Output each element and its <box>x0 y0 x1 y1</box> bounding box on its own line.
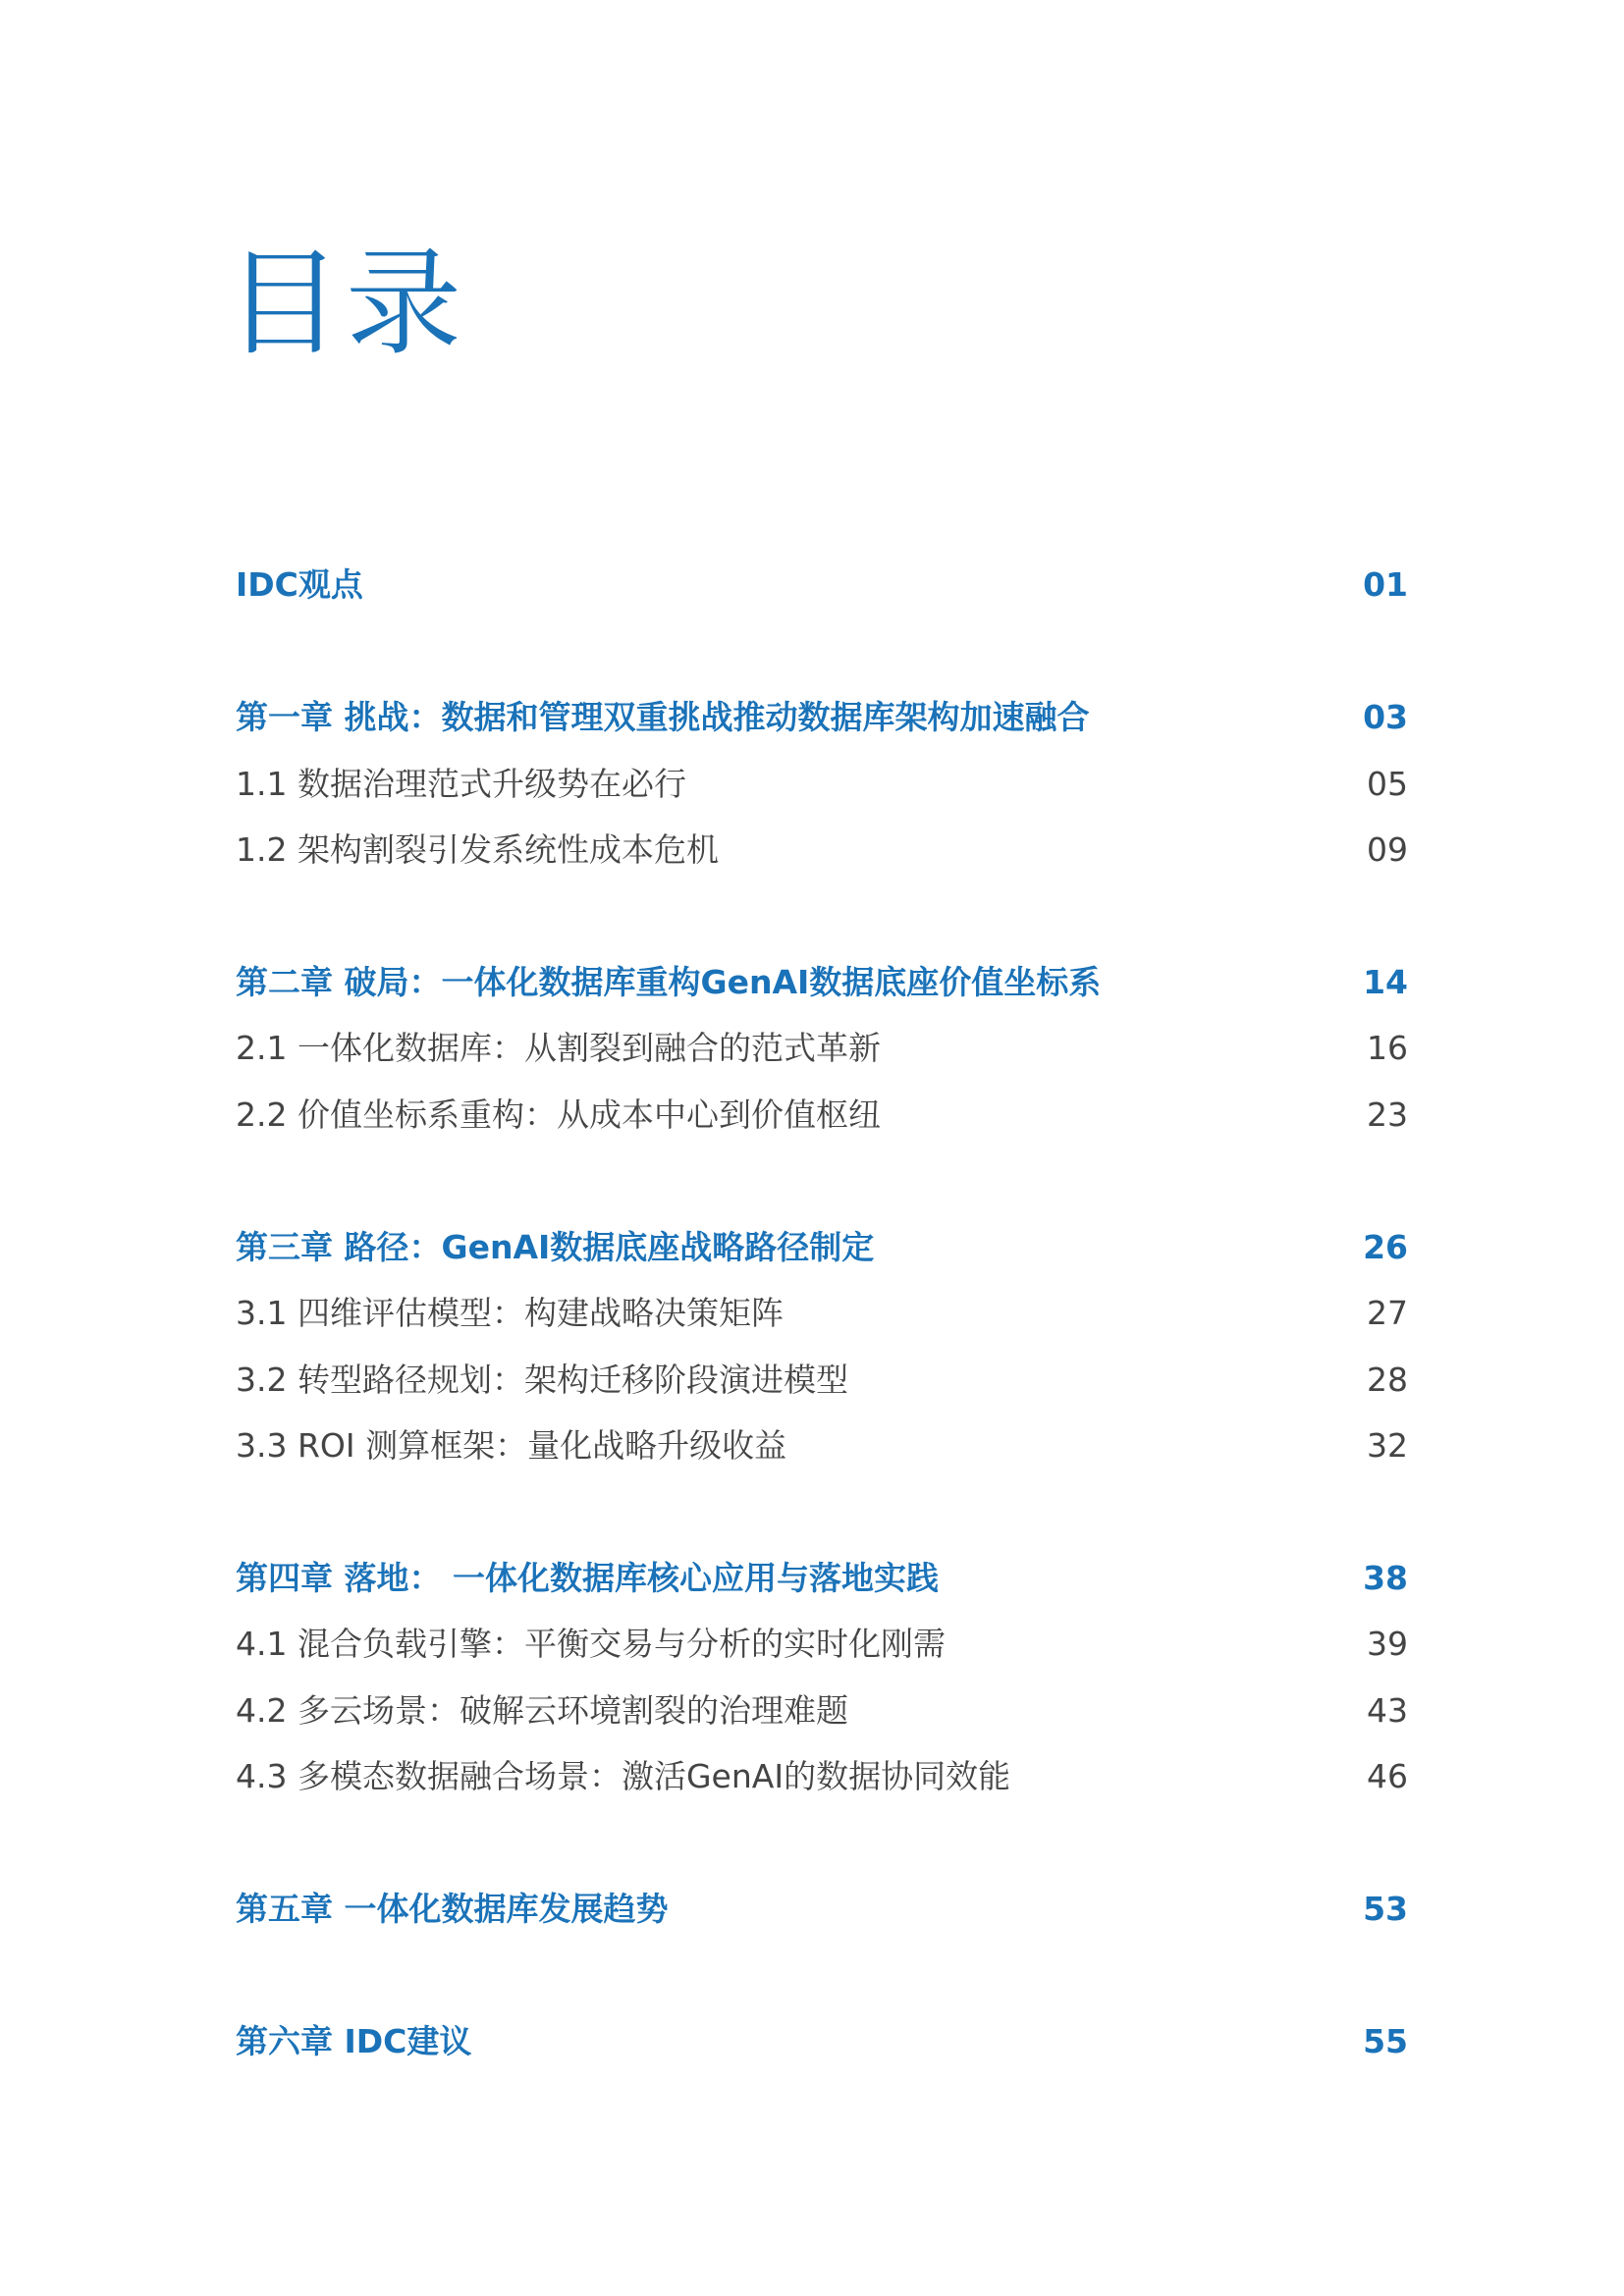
toc-entry-page: 28 <box>1367 1361 1408 1399</box>
toc-entry-page: 43 <box>1367 1691 1408 1730</box>
toc-entry-chapter-2[interactable] <box>236 957 1408 1003</box>
toc-entry-page: 27 <box>1367 1294 1408 1332</box>
toc-entry-chapter-1[interactable] <box>236 692 1408 738</box>
toc-entry-label: IDC观点 <box>236 565 363 604</box>
toc-entry-chapter-4[interactable] <box>236 1553 1408 1599</box>
toc-entry-page: 39 <box>1367 1625 1408 1663</box>
toc-entry-label: 4.2 多云场景：破解云环境割裂的治理难题 <box>236 1691 848 1730</box>
toc-entry-section-3-1[interactable] <box>236 1288 1408 1334</box>
toc-entry-label: 4.1 混合负载引擎：平衡交易与分析的实时化刚需 <box>236 1625 946 1663</box>
toc-entry-page: 55 <box>1363 2022 1408 2060</box>
table-of-contents <box>236 0 1408 2296</box>
toc-entry-section-4-2[interactable] <box>236 1685 1408 1732</box>
toc-entry-label: 1.2 架构割裂引发系统性成本危机 <box>236 830 719 869</box>
toc-entry-page: 14 <box>1363 963 1408 1001</box>
toc-entry-page: 16 <box>1367 1029 1408 1067</box>
toc-entry-page: 03 <box>1363 698 1408 736</box>
toc-entry-section-1-1[interactable] <box>236 759 1408 805</box>
toc-entry-label: 3.3 ROI 测算框架：量化战略升级收益 <box>236 1426 787 1465</box>
toc-entry-label: 2.2 价值坐标系重构：从成本中心到价值枢纽 <box>236 1095 881 1134</box>
toc-entry-section-2-1[interactable] <box>236 1023 1408 1069</box>
toc-entry-chapter-6[interactable] <box>236 2016 1408 2062</box>
toc-entry-label: 第五章 一体化数据库发展趋势 <box>236 1890 669 1928</box>
toc-entry-label: 第三章 路径：GenAI数据底座战略路径制定 <box>236 1228 875 1266</box>
toc-entry-label: 3.1 四维评估模型：构建战略决策矩阵 <box>236 1294 784 1332</box>
toc-entry-label: 第二章 破局：一体化数据库重构GenAI数据底座价值坐标系 <box>236 963 1102 1001</box>
toc-entry-label: 第六章 IDC建议 <box>236 2022 472 2060</box>
toc-entry-section-3-3[interactable] <box>236 1420 1408 1467</box>
toc-entry-chapter-5[interactable] <box>236 1884 1408 1930</box>
toc-entry-label: 4.3 多模态数据融合场景：激活GenAI的数据协同效能 <box>236 1757 1011 1795</box>
toc-entry-label: 第四章 落地： 一体化数据库核心应用与落地实践 <box>236 1559 939 1597</box>
toc-entry-label: 3.2 转型路径规划：架构迁移阶段演进模型 <box>236 1361 848 1399</box>
toc-entry-page: 01 <box>1363 565 1408 604</box>
toc-entry-section-4-3[interactable] <box>236 1751 1408 1797</box>
toc-entry-page: 38 <box>1363 1559 1408 1597</box>
toc-entry-page: 05 <box>1367 765 1408 803</box>
toc-entry-label: 第一章 挑战：数据和管理双重挑战推动数据库架构加速融合 <box>236 698 1090 736</box>
toc-entry-page: 46 <box>1367 1757 1408 1795</box>
toc-entry-page: 26 <box>1363 1228 1408 1266</box>
toc-entry-page: 09 <box>1367 830 1408 869</box>
toc-entry-section-3-2[interactable] <box>236 1355 1408 1401</box>
toc-entry-page: 53 <box>1363 1890 1408 1928</box>
toc-entry-label: 2.1 一体化数据库：从割裂到融合的范式革新 <box>236 1029 881 1067</box>
toc-entry-label: 1.1 数据治理范式升级势在必行 <box>236 765 686 803</box>
toc-entry-chapter-3[interactable] <box>236 1222 1408 1268</box>
toc-entry-idc-viewpoint[interactable] <box>236 560 1408 606</box>
toc-entry-section-4-1[interactable] <box>236 1619 1408 1665</box>
page-title: 目录 <box>226 236 466 371</box>
toc-entry-section-1-2[interactable] <box>236 825 1408 871</box>
toc-entry-section-2-2[interactable] <box>236 1090 1408 1136</box>
toc-entry-page: 32 <box>1367 1426 1408 1465</box>
toc-entry-page: 23 <box>1367 1095 1408 1134</box>
